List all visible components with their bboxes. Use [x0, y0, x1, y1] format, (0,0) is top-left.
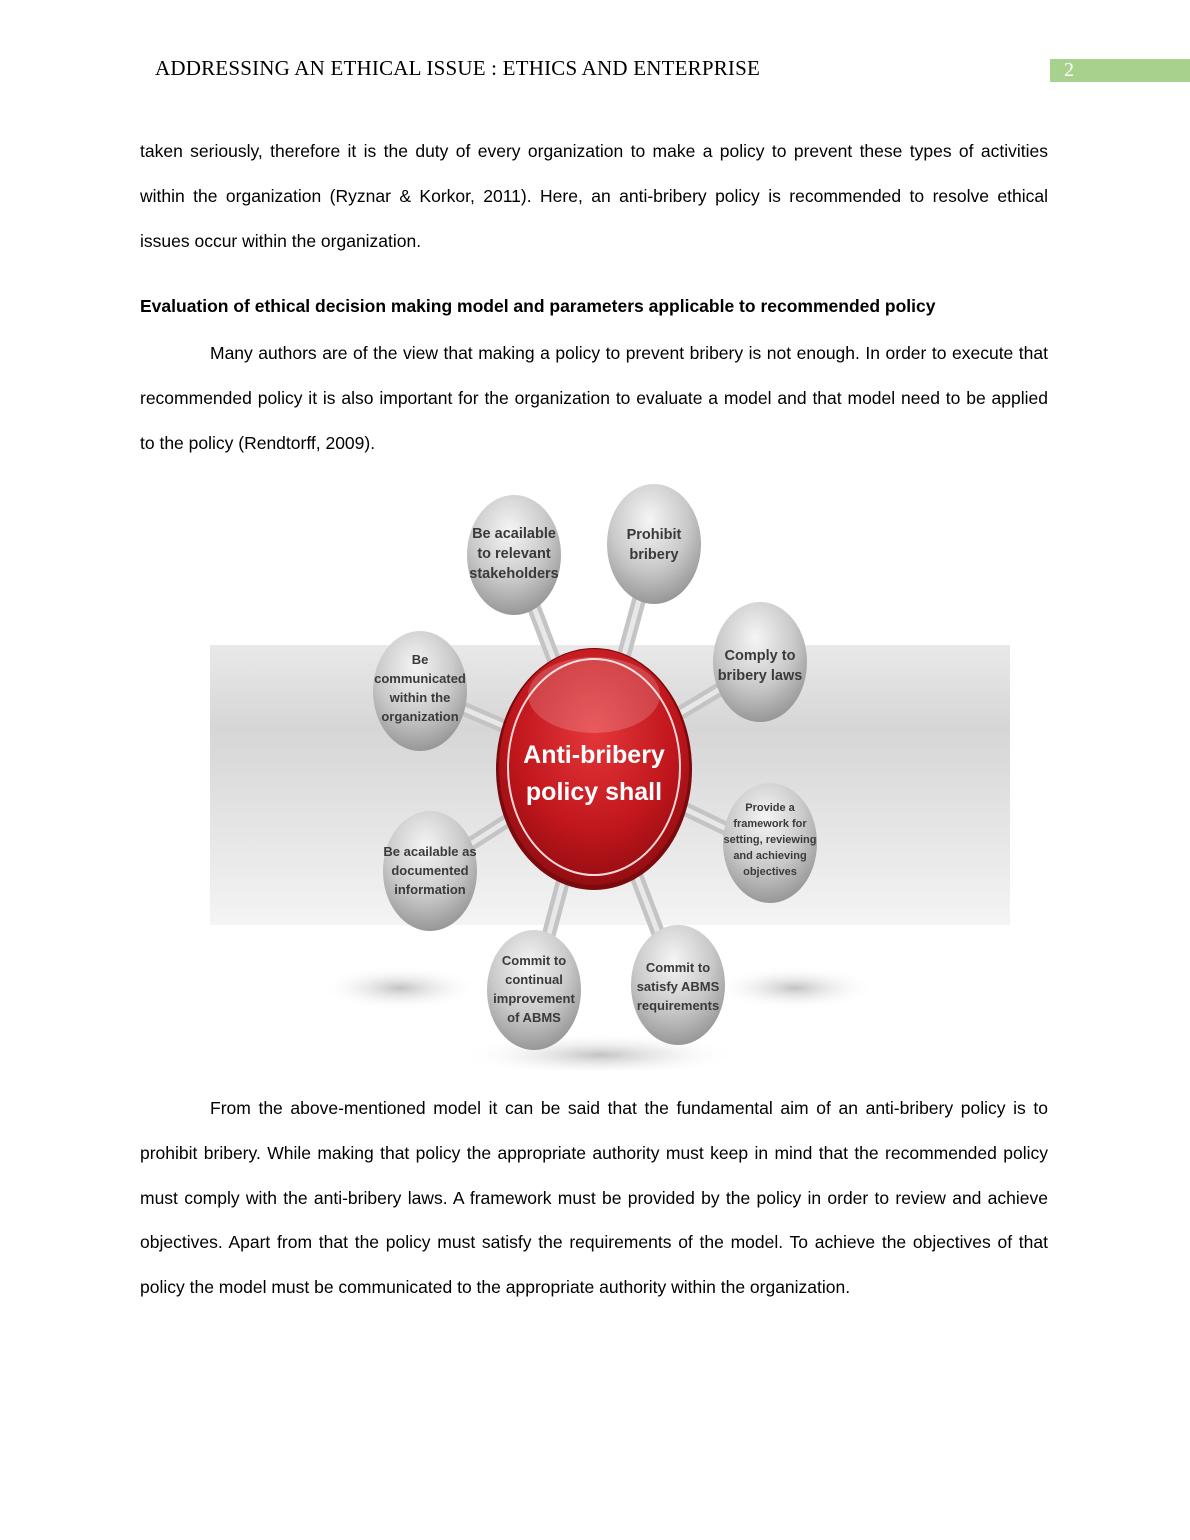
svg-text:documented: documented	[391, 863, 469, 878]
svg-text:bribery laws: bribery laws	[717, 668, 803, 684]
paragraph-intro: taken seriously, therefore it is the duty of every organization to make a policy to prevent these types of activities within the organization (Ryznar & Korkor, 2011). Here, an anti-bribery policy is recommended to resolve ethical issues occur within the organization.	[140, 141, 1048, 251]
svg-text:communicated: communicated	[374, 671, 466, 686]
svg-text:improvement: improvement	[493, 991, 575, 1006]
center-policy-circle	[496, 648, 692, 890]
svg-text:Prohibit: Prohibit	[626, 527, 682, 543]
center-line-2: policy shall	[525, 778, 663, 806]
svg-text:Be acailable as: Be acailable as	[383, 844, 477, 859]
svg-text:to relevant: to relevant	[477, 546, 551, 562]
center-line-1: Anti-bribery	[523, 741, 665, 769]
svg-text:of ABMS: of ABMS	[507, 1010, 561, 1025]
svg-text:Comply to: Comply to	[724, 648, 796, 664]
bubble-framework	[723, 783, 817, 903]
svg-text:requirements: requirements	[636, 998, 720, 1013]
svg-text:Commit to: Commit to	[501, 953, 567, 968]
svg-text:within the: within the	[389, 690, 451, 705]
running-header-title: ADDRESSING AN ETHICAL ISSUE : ETHICS AND ENTERPRISE	[155, 56, 761, 80]
bubble-continual-improvement	[487, 930, 581, 1050]
bubble-documented-information	[383, 811, 477, 931]
anti-bribery-policy-diagram	[210, 480, 1010, 1070]
svg-text:organization: organization	[381, 709, 459, 724]
bubble-abms-requirements	[631, 925, 725, 1045]
bubble-stakeholders	[467, 495, 561, 615]
svg-text:satisfy ABMS: satisfy ABMS	[636, 979, 720, 994]
svg-text:Commit to: Commit to	[645, 960, 711, 975]
svg-text:setting, reviewing: setting, reviewing	[723, 834, 817, 846]
svg-text:continual: continual	[505, 972, 563, 987]
svg-text:stakeholders: stakeholders	[469, 566, 559, 582]
bubble-comply-laws	[713, 602, 807, 722]
svg-text:objectives: objectives	[743, 866, 797, 878]
page-number: 2	[1050, 59, 1190, 82]
bubble-communicated	[373, 631, 467, 751]
svg-text:Be: Be	[411, 652, 429, 667]
section-heading: Evaluation of ethical decision making model and parameters applicable to recommended policy	[140, 296, 936, 316]
paragraph-model: Many authors are of the view that making a policy to prevent bribery is not enough. In order to execute that recommended policy it is also important for the organization to evaluate a model and that model need to be applied to the policy (Rendtorff, 2009).	[140, 343, 1048, 453]
svg-text:information: information	[394, 882, 466, 897]
svg-text:and achieving: and achieving	[733, 850, 807, 862]
svg-text:Be acailable: Be acailable	[472, 526, 556, 542]
paragraph-conclusion: From the above-mentioned model it can be said that the fundamental aim of an anti-bribery policy is to prohibit bribery. While making that policy the appropriate authority must keep in mind that the recommended policy must comply with the anti-bribery laws. A framework must be provided by the policy in order to review and achieve objectives. Apart from that the policy must satisfy the requirements of the model. To achieve the objectives of that policy the model must be communicated to the appropriate authority within the organization.	[140, 1098, 1048, 1298]
bubble-prohibit-bribery	[607, 484, 701, 604]
svg-text:bribery: bribery	[629, 547, 679, 563]
svg-text:framework for: framework for	[733, 818, 807, 830]
right-shadow	[715, 966, 875, 1010]
left-shadow	[320, 966, 480, 1010]
svg-text:Provide a: Provide a	[745, 802, 795, 814]
